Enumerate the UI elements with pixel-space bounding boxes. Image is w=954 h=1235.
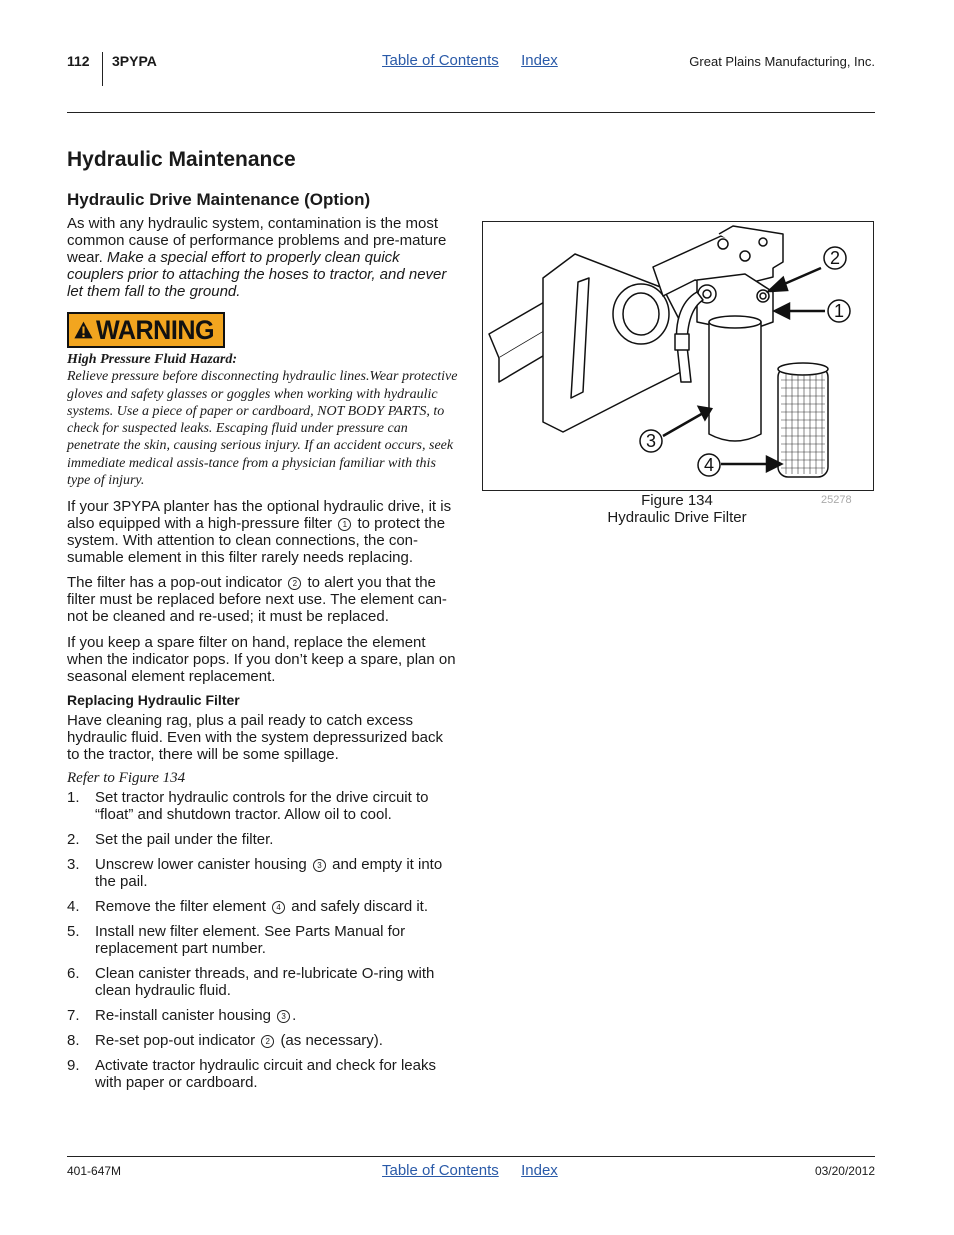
figure-caption	[482, 492, 872, 526]
steps-list	[67, 789, 459, 1091]
callout-label-4: 4	[703, 455, 715, 475]
model-name: 3PYPA	[112, 53, 157, 69]
hazard-text: Relieve pressure before disconnecting hydraulic lines.Wear protective gloves and safety glasses or goggles when working with hydraulic systems. Use a piece of paper or cardboard, NOT BODY PARTS, to check for suspected leaks. Escaping fluid under pressure can penetrate the skin, causing serious injury. If an accident occurs, seek immediate medical assis-tance from a physician familiar with this type of injury.	[67, 369, 458, 489]
replacing-text: Have cleaning rag, plus a pail ready to catch excess hydraulic fluid. Even with the system depressurized back to the tractor, there will be some spillage.	[67, 712, 444, 763]
callout-3-icon: 3	[313, 859, 326, 872]
callout-label-2: 2	[829, 248, 841, 268]
list-item: 6. Clean canister threads, and re-lubricate O-ring with clean hydraulic fluid.	[67, 965, 435, 999]
list-item: 9. Activate tractor hydraulic circuit and check for leaks with paper or cardboard.	[67, 1057, 436, 1091]
warning-triangle-icon	[73, 316, 94, 344]
callout-label-3: 3	[645, 431, 657, 451]
list-item: 3. Unscrew lower canister housing 3 and empty it into the pail.	[67, 856, 443, 890]
figure-part-id: 25278	[821, 494, 852, 506]
company-name: Great Plains Manufacturing, Inc.	[689, 54, 875, 69]
list-item: 5. Install new filter element. See Parts Manual for replacement part number.	[67, 923, 406, 957]
doc-id: 401-647M	[67, 1164, 122, 1178]
refer-figure: Refer to Figure 134	[67, 770, 186, 786]
list-item: 2. Set the pail under the filter.	[67, 831, 274, 848]
paragraph-filter: If your 3PYPA planter has the optional hydraulic drive, it is also equipped with a high-pressure filter 1 to protect the system. With attention to clean connections, the con-sumable element in this filter rarely needs replacing.	[67, 498, 452, 566]
doc-date: 03/20/2012	[814, 1164, 875, 1178]
warning-block	[67, 351, 459, 489]
callout-1-icon: 1	[338, 518, 351, 531]
hydraulic-filter-illustration	[483, 222, 873, 490]
figure-number: Figure 134	[641, 492, 713, 509]
footer-toc-link[interactable]: Table of Contents	[382, 1162, 499, 1179]
list-item: 7. Re-install canister housing 3 .	[67, 1007, 297, 1024]
page-number: 112	[67, 53, 90, 69]
footer-index-link[interactable]: Index	[521, 1162, 558, 1179]
list-item: 8. Re-set pop-out indicator 2 (as necessary).	[67, 1032, 383, 1049]
section-title: Hydraulic Maintenance	[67, 148, 296, 171]
footer-rule	[67, 1156, 875, 1157]
figure-title: Hydraulic Drive Filter	[607, 509, 747, 526]
warning-label	[67, 312, 225, 348]
callout-2-icon: 2	[261, 1035, 274, 1048]
intro-paragraph: As with any hydraulic system, contamination is the most common cause of performance problems and pre-mature wear. Make a special effort to properly clean quick couplers prior to attaching the hoses to tractor, and never let them fall to the ground.	[67, 215, 447, 300]
warning-text: WARNING	[96, 314, 215, 345]
callout-4-icon: 4	[272, 901, 285, 914]
paragraph-spare: If you keep a spare filter on hand, replace the element when the indicator pops. If you don’t keep a spare, plan on seasonal element replacement.	[67, 634, 456, 685]
callout-2-icon: 2	[288, 577, 301, 590]
list-item: 1. Set tractor hydraulic controls for the drive circuit to “float” and shutdown tractor. Allow oil to cool.	[67, 789, 429, 823]
header-divider	[102, 52, 103, 86]
paragraph-indicator: The filter has a pop-out indicator 2 to alert you that the filter must be replaced before next use. The element can-not be cleaned and re-used; it must be replaced.	[67, 574, 447, 625]
hazard-title: High Pressure Fluid Hazard:	[67, 352, 237, 367]
list-item: 4. Remove the filter element 4 and safely discard it.	[67, 898, 429, 915]
callout-label-1: 1	[833, 301, 845, 321]
replacing-heading: Replacing Hydraulic Filter	[67, 692, 240, 708]
header-rule	[67, 112, 875, 113]
subsection-title: Hydraulic Drive Maintenance (Option)	[67, 190, 371, 209]
callout-3-icon: 3	[277, 1010, 290, 1023]
figure-frame	[482, 221, 874, 491]
toc-link[interactable]: Table of Contents	[382, 52, 499, 69]
filter-element-icon	[778, 363, 828, 477]
index-link[interactable]: Index	[521, 52, 558, 69]
